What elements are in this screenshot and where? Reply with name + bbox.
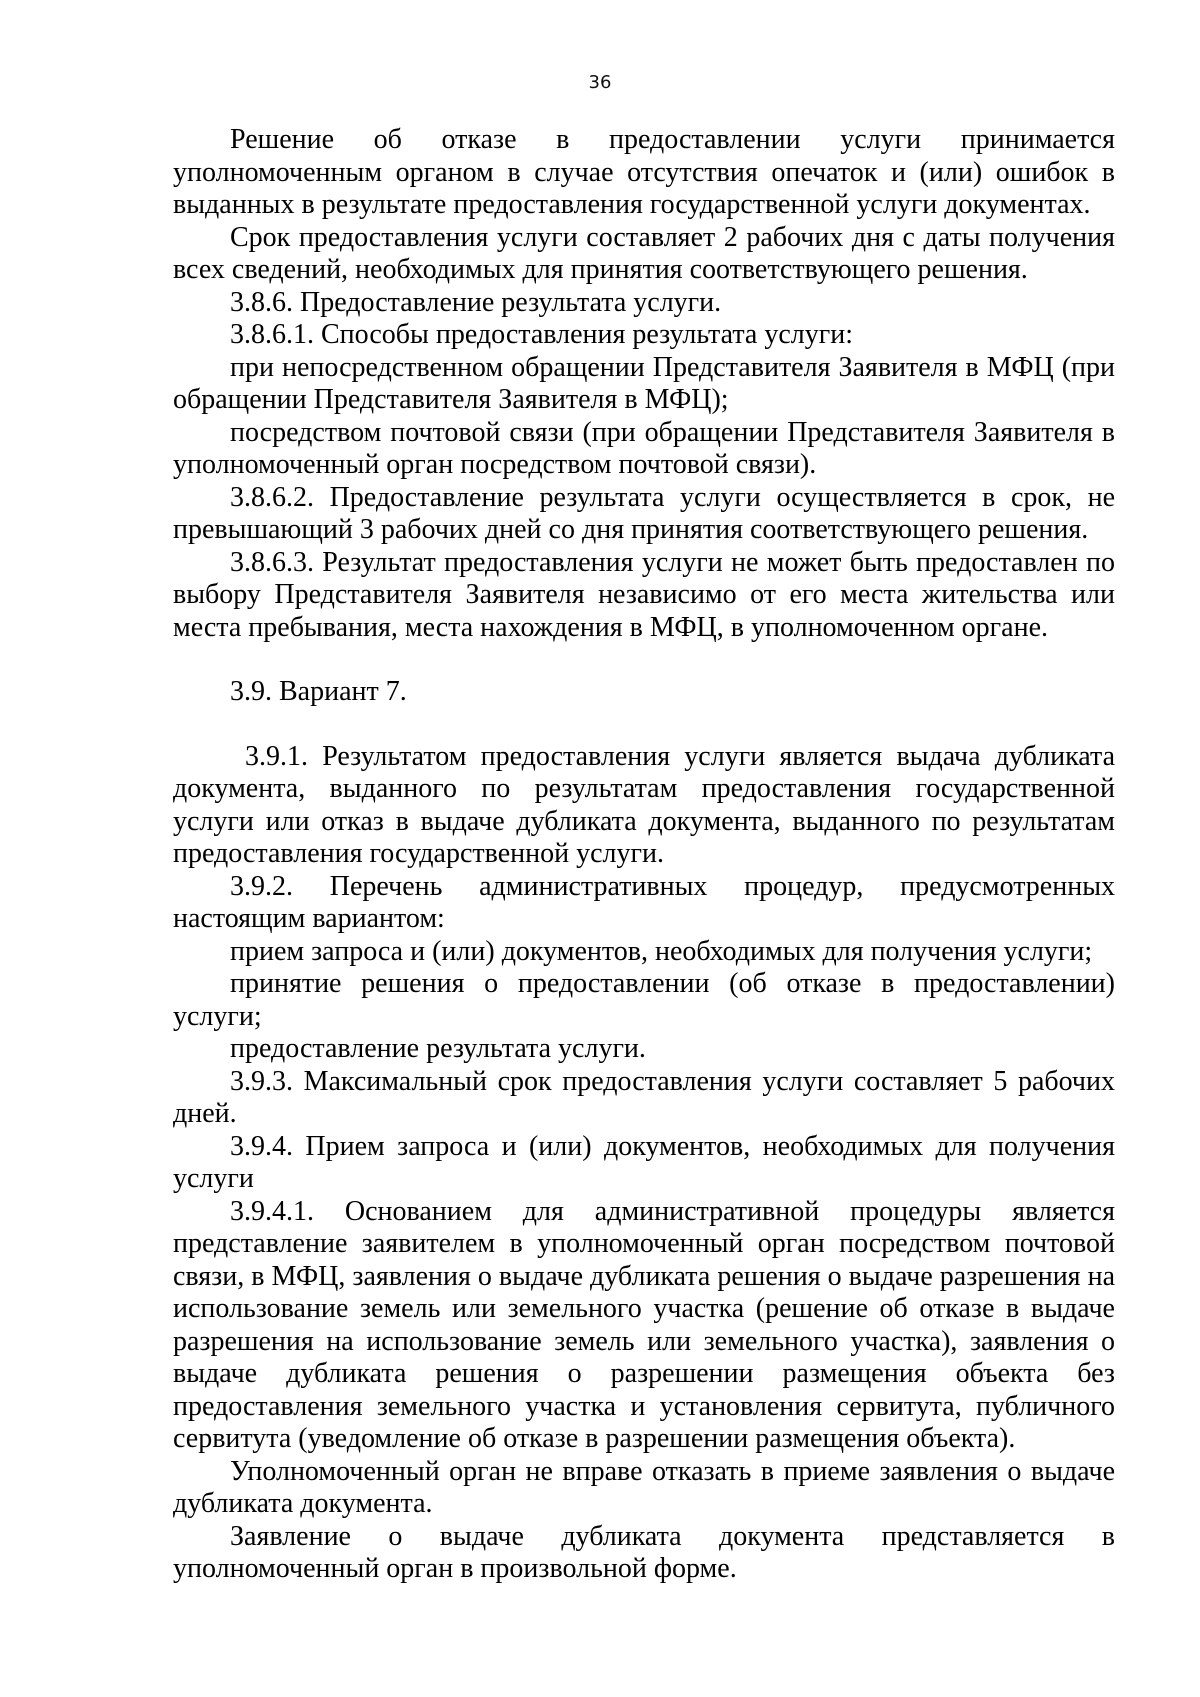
paragraph-3-8-6-3: 3.8.6.3. Результат предоставления услуги не может быть предоставлен по выбору Представителя Заявителя независимо от его места жительства или места пребывания, места нахождения в МФЦ, в уполномоченном органе. bbox=[173, 546, 1115, 643]
paragraph-3-9-3: 3.9.3. Максимальный срок предоставления услуги составляет 5 рабочих дней. bbox=[173, 1065, 1115, 1129]
section-heading-3-9: 3.9. Вариант 7. bbox=[230, 676, 407, 707]
paragraph-3-9-4: 3.9.4. Прием запроса и (или) документов, необходимых для получения услуги bbox=[173, 1130, 1115, 1194]
list-item-procedure-2: принятие решения о предоставлении (об отказе в предоставлении) услуги; bbox=[173, 968, 1115, 1032]
paragraph-refusal-decision: Решение об отказе в предоставлении услуги принимается уполномоченным органом в случае отсутствия опечаток и (или) ошибок в выданных в результате предоставления государственной услуги документах. bbox=[173, 124, 1115, 220]
paragraph-free-form: Заявление о выдаче дубликата документа представляется в уполномоченный орган в произвольной форме. bbox=[173, 1520, 1115, 1584]
paragraph-3-8-6: 3.8.6. Предоставление результата услуги. bbox=[230, 286, 722, 318]
paragraph-no-refusal: Уполномоченный орган не вправе отказать в приеме заявления о выдаче дубликата документа. bbox=[173, 1455, 1115, 1519]
paragraph-3-8-6-1: 3.8.6.1. Способы предоставления результата услуги: bbox=[230, 319, 853, 350]
paragraph-3-9-1: 3.9.1. Результатом предоставления услуги является выдача дубликата документа, выданного по результатам предоставления государственной услуги или отказ в выдаче дубликата документа, выданного по результатам предоставления государственной услуги. bbox=[173, 740, 1115, 869]
paragraph-3-9-2: 3.9.2. Перечень административных процедур, предусмотренных настоящим вариантом: bbox=[173, 870, 1115, 934]
paragraph-3-9-4-1: 3.9.4.1. Основанием для административной процедуры является представление заявителем в уполномоченный орган посредством почтовой связи, в МФЦ, заявления о выдаче дубликата решения о выдаче разрешения на использование земель или земельного участка (решение об отказе в выдаче разрешения на использование земель или земельного участка), заявления о выдаче дубликата решения о разрешении размещения объекта без предоставления земельного участка и установления сервитута, публичного сервитута (уведомление об отказе в разрешении размещения объекта). bbox=[173, 1195, 1115, 1454]
list-item-procedure-3: предоставление результата услуги. bbox=[230, 1033, 646, 1064]
paragraph-method-mfc: при непосредственном обращении Представителя Заявителя в МФЦ (при обращении Представителя Заявителя в МФЦ); bbox=[173, 351, 1115, 415]
list-item-procedure-1: прием запроса и (или) документов, необходимых для получения услуги; bbox=[230, 935, 1093, 967]
paragraph-service-term: Срок предоставления услуги составляет 2 рабочих дня с даты получения всех сведений, необходимых для принятия соответствующего решения. bbox=[173, 221, 1115, 285]
paragraph-3-8-6-2: 3.8.6.2. Предоставление результата услуги осуществляется в срок, не превышающий 3 рабочих дней со дня принятия соответствующего решения. bbox=[173, 481, 1115, 545]
document-body bbox=[173, 124, 1115, 1586]
page-number: 36 bbox=[588, 72, 612, 93]
paragraph-method-post: посредством почтовой связи (при обращении Представителя Заявителя в уполномоченный орган посредством почтовой связи). bbox=[173, 416, 1115, 480]
